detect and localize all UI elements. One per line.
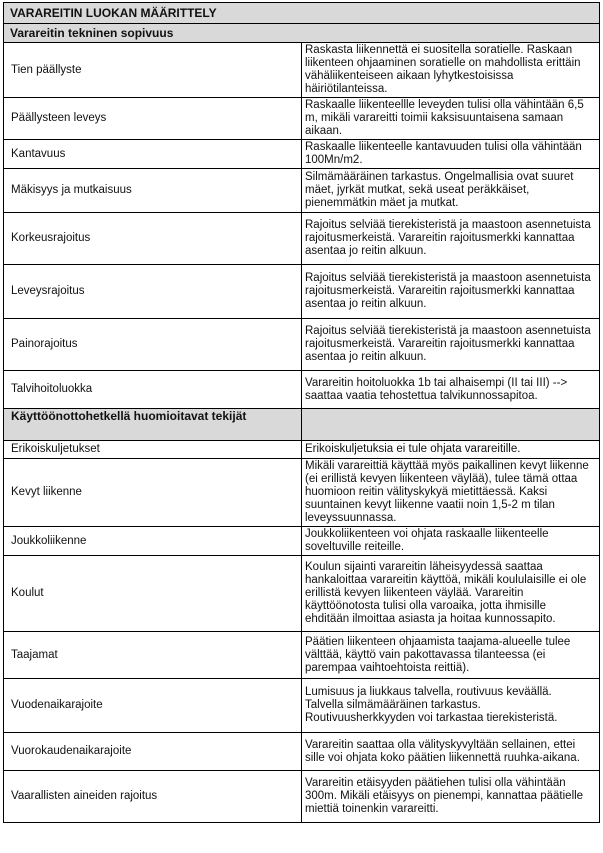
- row-text: Varareitin hoitoluokka 1b tai alhaisempi (II tai III) --> saattaa vaatia tehostettua talvikunnossapitoa.: [302, 371, 600, 409]
- row-text: Erikoiskuljetuksia ei tule ohjata varareitille.: [302, 441, 600, 459]
- row-label: Leveysrajoitus: [4, 265, 302, 319]
- section-header-row: [4, 409, 600, 441]
- row-text: Päätien liikenteen ohjaamista taajama-alueelle tulee välttää, käyttö vain pakottavassa tilanteessa (ei parempaa vaihtoehtoista reittiä).: [302, 632, 600, 679]
- title-row: [4, 3, 600, 24]
- row-text: Varareitin saattaa olla välityskyvyltään sellainen, ettei sille voi ohjata koko päätien liikennettä ruuhka-aikana.: [302, 733, 600, 771]
- section-heading-blank: [302, 409, 600, 441]
- row-label: Tien päällyste: [4, 43, 302, 98]
- row-label: Taajamat: [4, 632, 302, 679]
- criteria-table: [3, 2, 600, 823]
- table-row: [4, 679, 600, 733]
- table-row: [4, 98, 600, 140]
- row-text: Lumisuus ja liukkaus talvella, routivuus keväällä. Talvella silmämääräinen tarkastus. Routivuusherkkyyden voi tarkastaa tierekisteristä.: [302, 679, 600, 733]
- row-text: Rajoitus selviää tierekisteristä ja maastoon asennetuista rajoitusmerkeistä. Varareitin rajoitusmerkki kannattaa asentaa jo reitin alkuun.: [302, 265, 600, 319]
- row-text: Raskaalle liikenteelle kantavuuden tulisi olla vähintään 100Mn/m2.: [302, 140, 600, 169]
- row-text: Rajoitus selviää tierekisteristä ja maastoon asennetuista rajoitusmerkeistä. Varareitin rajoitusmerkki kannattaa asentaa jo reitin alkuun.: [302, 213, 600, 265]
- row-text: Raskaalle liikenteellle leveyden tulisi olla vähintään 6,5 m, mikäli varareitti toimii kaksisuuntaisena samaan aikaan.: [302, 98, 600, 140]
- row-text: Koulun sijainti varareitin läheisyydessä saattaa hankaloittaa varareitin käyttöä, mikäli koululaisille ei ole erillistä kevyen liikenteen väylää. Varareitin käyttöönotosta tulisi olla varoaika, jotta ihmisille ehditään ilmoittaa asiasta ja hoitaa kunnossapito.: [302, 556, 600, 632]
- row-label: Päällysteen leveys: [4, 98, 302, 140]
- table-row: [4, 265, 600, 319]
- table-row: [4, 459, 600, 527]
- row-label: Vaarallisten aineiden rajoitus: [4, 771, 302, 823]
- row-text: Rajoitus selviää tierekisteristä ja maastoon asennetuista rajoitusmerkeistä. Varareitin rajoitusmerkki kannattaa asentaa jo reitin alkuun.: [302, 319, 600, 371]
- table-row: [4, 319, 600, 371]
- table-row: [4, 441, 600, 459]
- table-row: [4, 733, 600, 771]
- section-header-row: [4, 24, 600, 43]
- table-row: [4, 140, 600, 169]
- row-label: Koulut: [4, 556, 302, 632]
- row-text: Varareitin etäisyyden päätiehen tulisi olla vähintään 300m. Mikäli etäisyys on pienempi, kannattaa päätielle miettiä toinenkin varareitti.: [302, 771, 600, 823]
- row-label: Kevyt liikenne: [4, 459, 302, 527]
- table-row: [4, 43, 600, 98]
- section-heading-deployment: Käyttöönottohetkellä huomioitavat tekijät: [4, 409, 302, 441]
- row-text: Silmämääräinen tarkastus. Ongelmallisia ovat suuret mäet, jyrkät mutkat, sekä useat peräkkäiset, pienemmätkin mäet ja mutkat.: [302, 169, 600, 213]
- row-label: Painorajoitus: [4, 319, 302, 371]
- table-row: [4, 771, 600, 823]
- row-label: Erikoiskuljetukset: [4, 441, 302, 459]
- table-row: [4, 527, 600, 556]
- section-heading-technical: Varareitin tekninen sopivuus: [4, 24, 600, 43]
- criteria-document: [3, 2, 600, 823]
- table-row: [4, 213, 600, 265]
- table-row: [4, 169, 600, 213]
- row-label: Talvihoitoluokka: [4, 371, 302, 409]
- row-label: Joukkoliikenne: [4, 527, 302, 556]
- row-label: Vuodenaikarajoite: [4, 679, 302, 733]
- table-row: [4, 371, 600, 409]
- document-title: VARAREITIN LUOKAN MÄÄRITTELY: [4, 3, 600, 24]
- table-row: [4, 632, 600, 679]
- row-text: Mikäli varareittiä käyttää myös paikallinen kevyt liikenne (ei erillistä kevyen liikenteen väylää), tulee tämä ottaa huomioon reitin välityskykyä mietittäessä. Kaksi suuntainen kevyt liikenne vaatii noin 1,5-2 m tilan leveyssuunnassa.: [302, 459, 600, 527]
- row-label: Mäkisyys ja mutkaisuus: [4, 169, 302, 213]
- row-text: Joukkoliikenteen voi ohjata raskaalle liikenteelle soveltuville reiteille.: [302, 527, 600, 556]
- row-text: Raskasta liikennettä ei suositella soratielle. Raskaan liikenteen ohjaaminen soratielle on mahdollista erittäin vähäliikenteiseen aikaan lyhytkestoisissa häiriötilanteissa.: [302, 43, 600, 98]
- row-label: Vuorokaudenaikarajoite: [4, 733, 302, 771]
- table-row: [4, 556, 600, 632]
- row-label: Korkeusrajoitus: [4, 213, 302, 265]
- row-label: Kantavuus: [4, 140, 302, 169]
